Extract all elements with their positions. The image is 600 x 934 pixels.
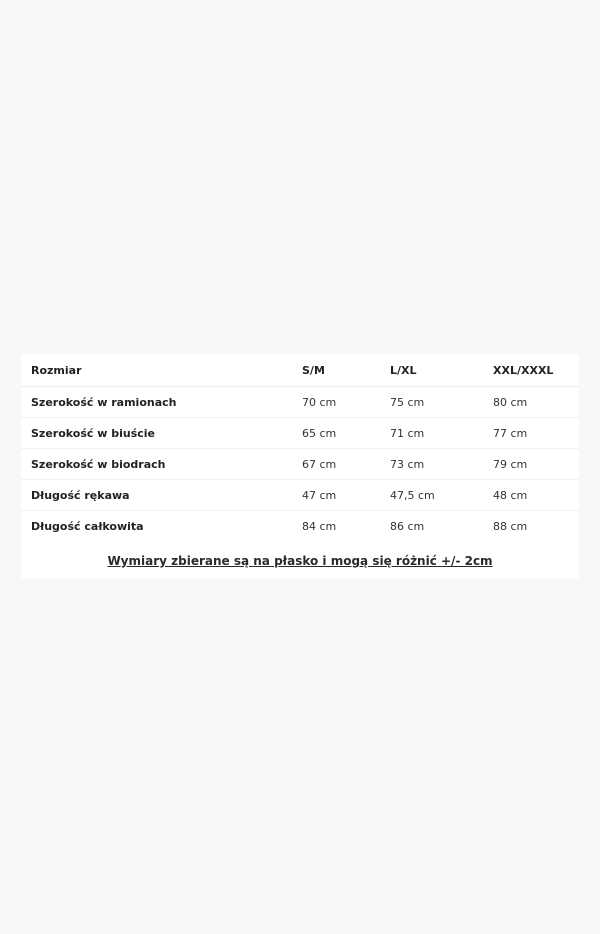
size-table bbox=[21, 354, 579, 541]
cell-value: 65 cm bbox=[292, 418, 380, 449]
row-label: Szerokość w biodrach bbox=[21, 449, 292, 480]
table-row bbox=[21, 449, 579, 480]
cell-value: 70 cm bbox=[292, 387, 380, 418]
measurement-note: Wymiary zbierane są na płasko i mogą się różnić +/- 2cm bbox=[107, 554, 493, 568]
row-label: Długość całkowita bbox=[31, 519, 144, 533]
cell-value: 48 cm bbox=[483, 480, 579, 511]
cell-value: 67 cm bbox=[292, 449, 380, 480]
table-row bbox=[21, 418, 579, 449]
cell-value: 80 cm bbox=[483, 387, 579, 418]
row-label: Szerokość w ramionach bbox=[21, 387, 292, 418]
cell-value: 84 cm bbox=[302, 519, 337, 533]
header-size: Rozmiar bbox=[21, 354, 292, 387]
row-label: Długość rękawa bbox=[21, 480, 292, 511]
cell-value: 79 cm bbox=[483, 449, 579, 480]
row-label: Szerokość w biuście bbox=[21, 418, 292, 449]
header-l-xl: L/XL bbox=[380, 354, 483, 387]
cell-value: 47,5 cm bbox=[380, 480, 483, 511]
header-s-m: S/M bbox=[292, 354, 380, 387]
cell-value: 75 cm bbox=[380, 387, 483, 418]
cell-value: 88 cm bbox=[493, 519, 528, 533]
cell-value: 73 cm bbox=[380, 449, 483, 480]
table-row bbox=[21, 511, 579, 542]
cell-value: 47 cm bbox=[292, 480, 380, 511]
cell-value: 86 cm bbox=[390, 519, 425, 533]
table-row bbox=[21, 480, 579, 511]
cell-value: 71 cm bbox=[380, 418, 483, 449]
size-chart bbox=[21, 354, 579, 578]
cell-value: 77 cm bbox=[483, 418, 579, 449]
header-xxl-xxxl: XXL/XXXL bbox=[483, 354, 579, 387]
table-row bbox=[21, 387, 579, 418]
table-header-row bbox=[21, 354, 579, 387]
